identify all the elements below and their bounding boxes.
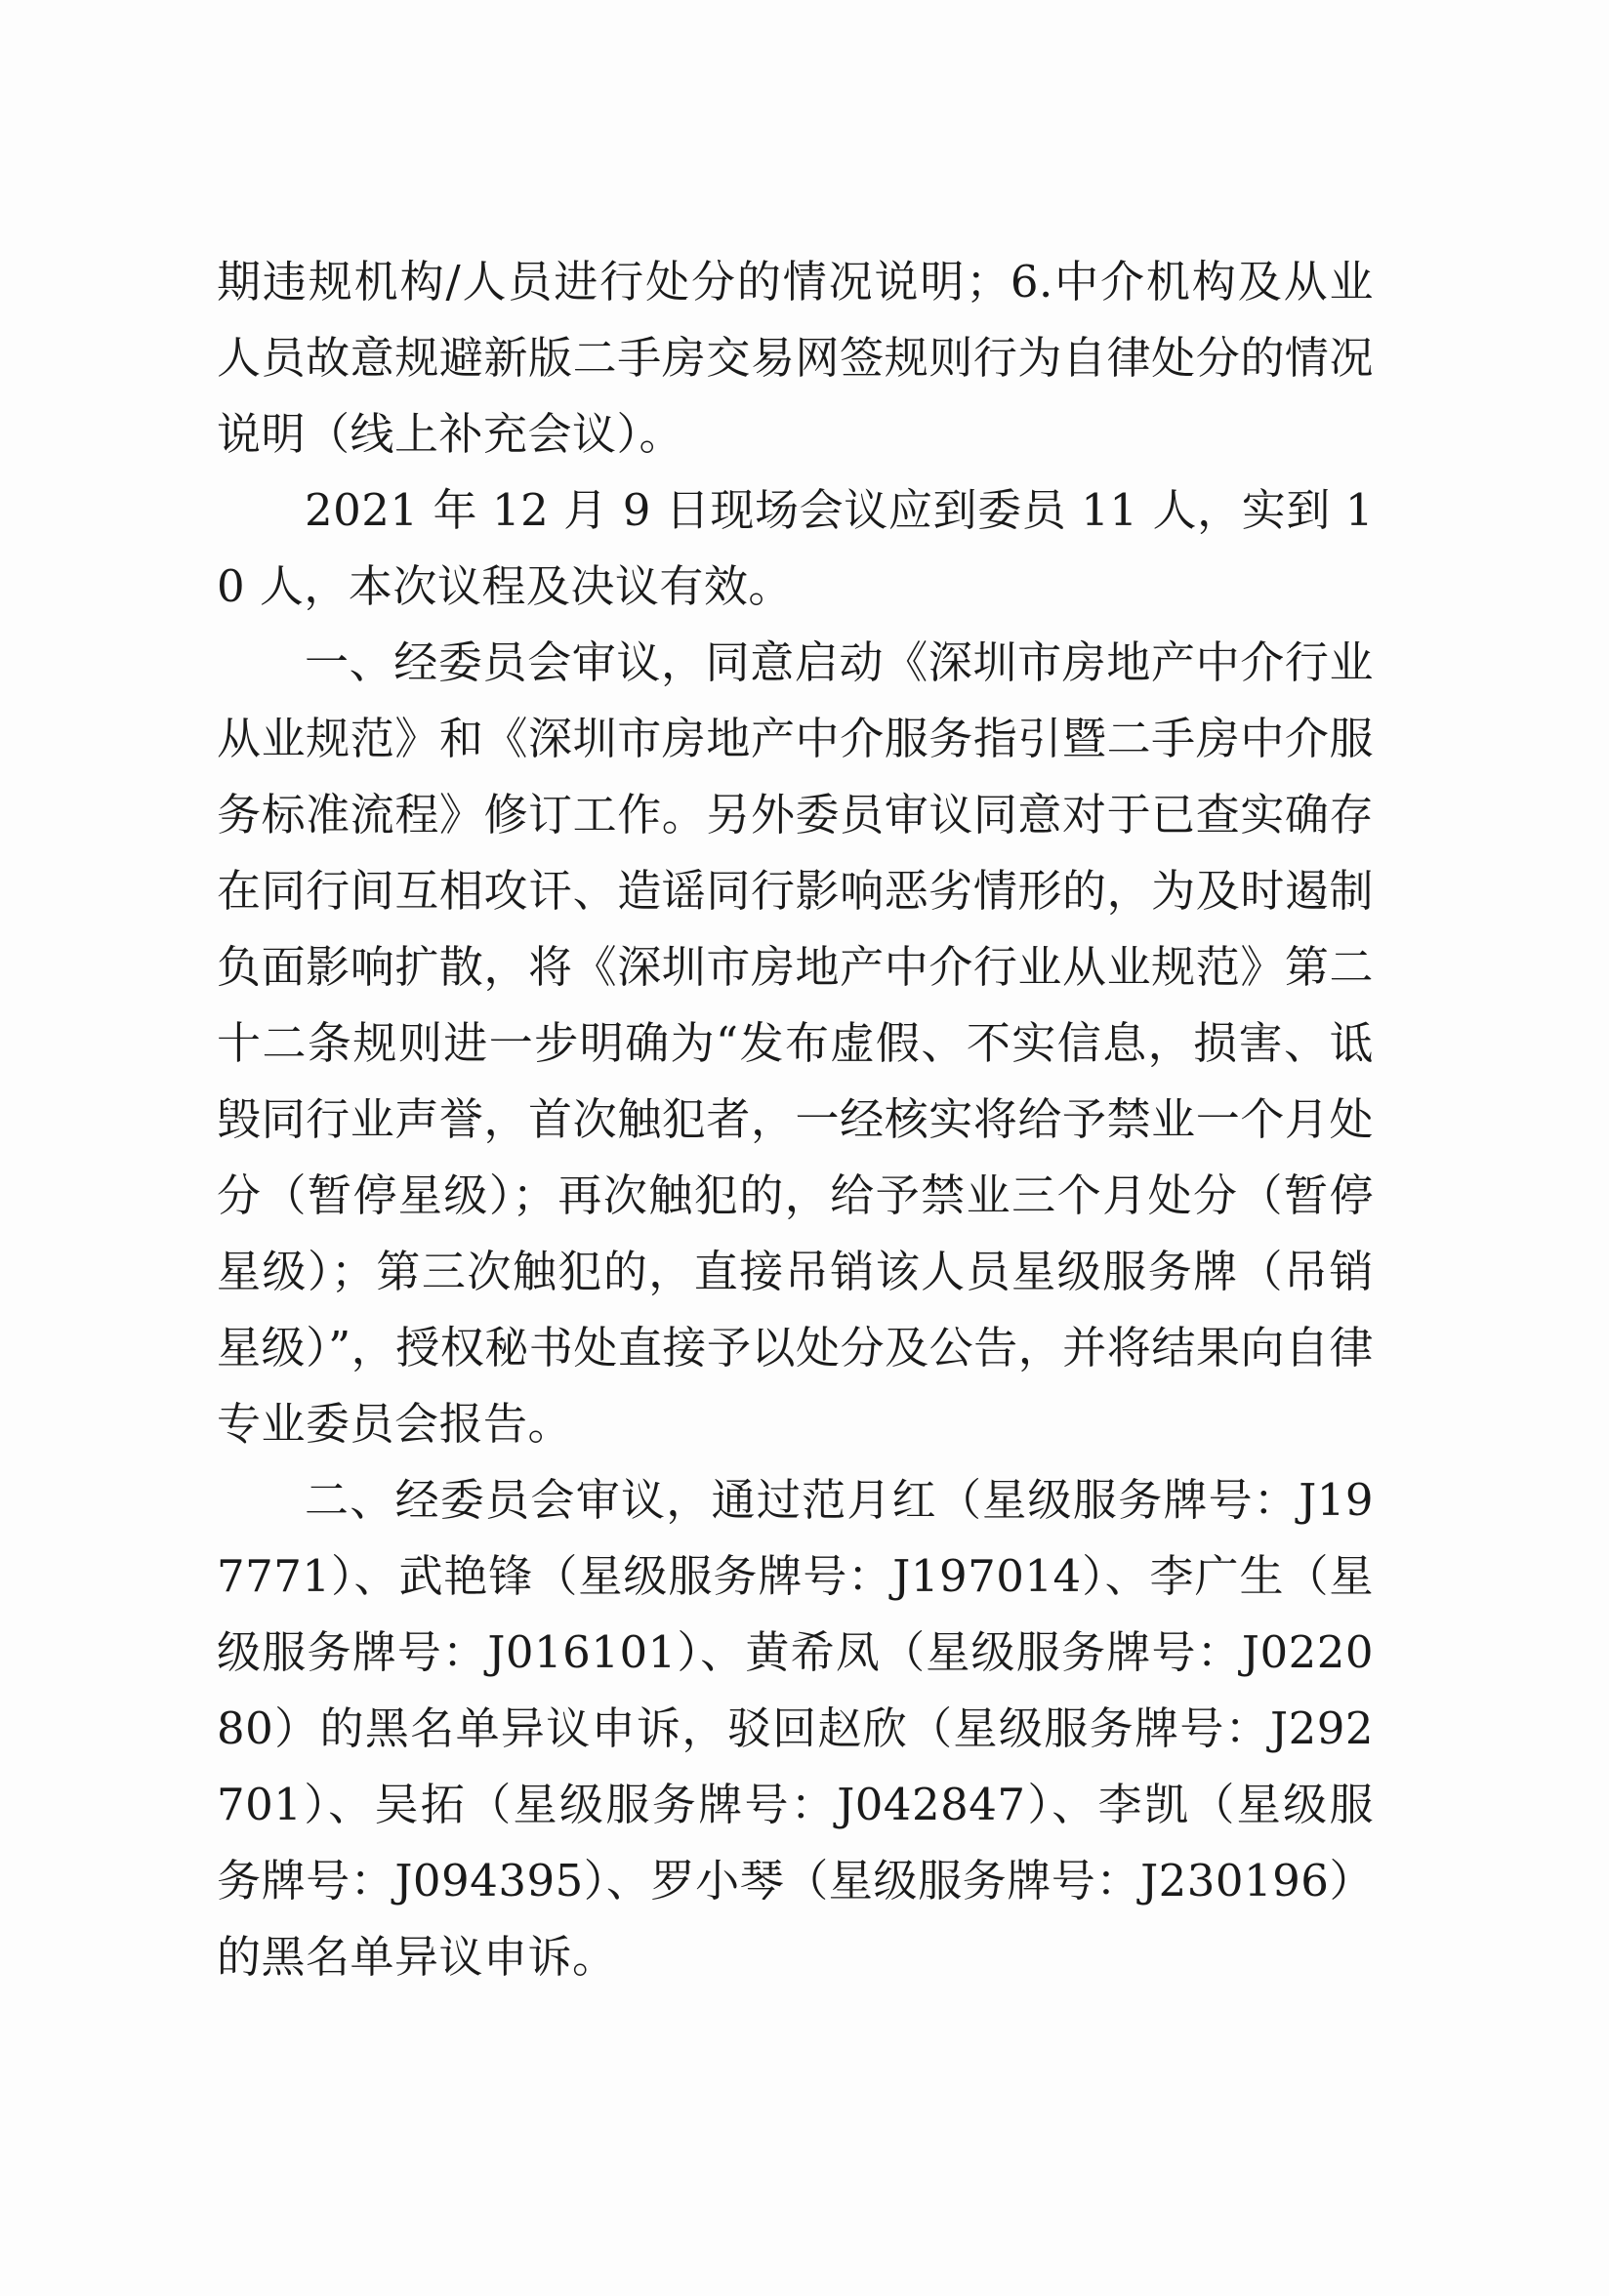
- document-body: [217, 244, 1374, 1995]
- paragraph-resolution-one: 一、经委员会审议，同意启动《深圳市房地产中介行业从业规范》和《深圳市房地产中介服务指引暨二手房中介服务标准流程》修订工作。另外委员审议同意对于已查实确存在同行间互相攻讦、造谣同行影响恶劣情形的，为及时遏制负面影响扩散，将《深圳市房地产中介行业从业规范》第二十二条规则进一步明确为“发布虚假、不实信息，损害、诋毁同行业声誉，首次触犯者，一经核实将给予禁业一个月处分（暂停星级）；再次触犯的，给予禁业三个月处分（暂停星级）；第三次触犯的，直接吊销该人员星级服务牌（吊销星级）”，授权秘书处直接予以处分及公告，并将结果向自律专业委员会报告。: [217, 636, 1374, 1450]
- paragraph-continuation: 期违规机构/人员进行处分的情况说明；6.中介机构及从业人员故意规避新版二手房交易网签规则行为自律处分的情况说明（线上补充会议）。: [217, 256, 1374, 460]
- paragraph-meeting-attendance: 2021 年 12 月 9 日现场会议应到委员 11 人，实到 10 人，本次议程及决议有效。: [217, 484, 1374, 612]
- paragraph-resolution-two: 二、经委员会审议，通过范月红（星级服务牌号：J197771）、武艳锋（星级服务牌号：J197014）、李广生（星级服务牌号：J016101）、黄希凤（星级服务牌号：J022080）的黑名单异议申诉，驳回赵欣（星级服务牌号：J292701）、吴拓（星级服务牌号：J042847）、李凯（星级服务牌号：J094395）、罗小琴（星级服务牌号：J230196）的黑名单异议申诉。: [217, 1474, 1374, 1983]
